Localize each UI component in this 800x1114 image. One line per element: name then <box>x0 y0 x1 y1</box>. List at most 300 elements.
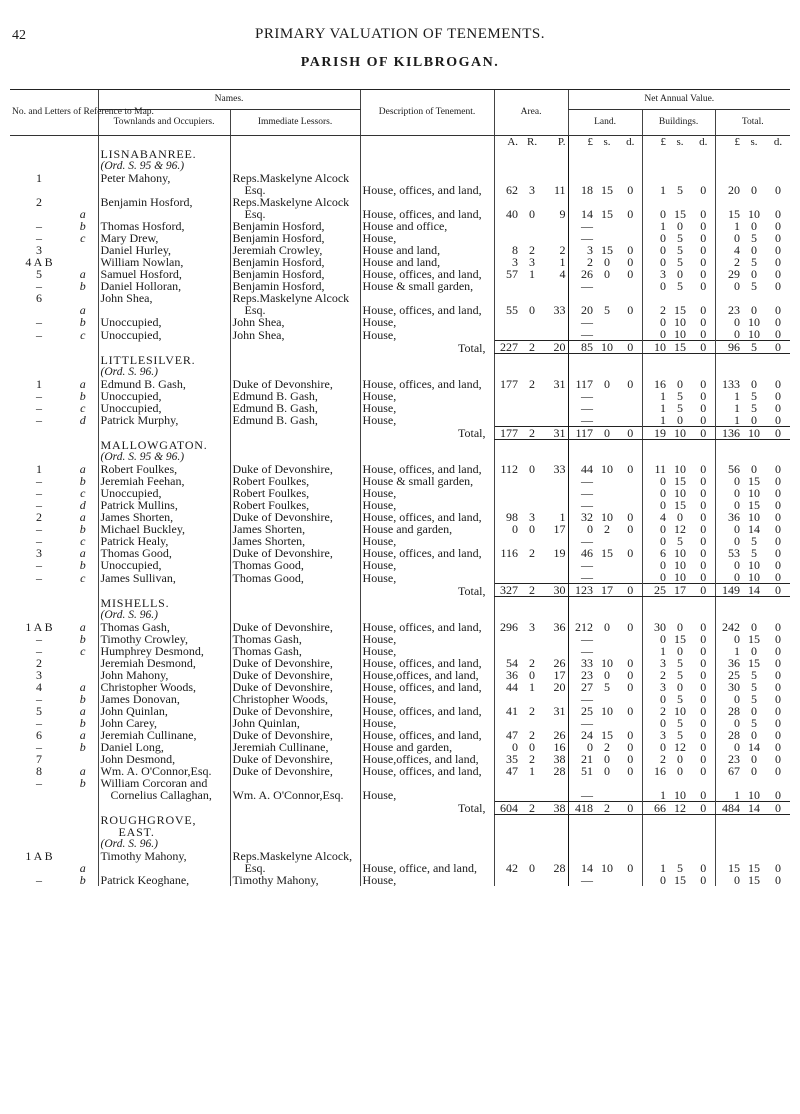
cell-r: 2 <box>529 546 536 560</box>
cell-ls: 10 <box>601 861 614 875</box>
cell-td: 0 <box>775 486 782 500</box>
cell-desc: House,offices, and land, <box>360 753 494 765</box>
table-row <box>10 402 790 414</box>
cell-desc: House & small garden, <box>360 280 494 292</box>
cell-p <box>544 414 568 427</box>
cell-bl: 0 <box>642 571 668 584</box>
cell-bs <box>668 609 692 621</box>
cell-ref: – <box>36 327 42 342</box>
cell-bs: 17 <box>668 584 692 597</box>
cell-td: 0 <box>775 655 782 670</box>
cell-bs: s. <box>676 136 684 148</box>
cell-tl: 1 <box>715 414 742 427</box>
cell-ts <box>742 439 766 451</box>
cell-bd <box>692 160 715 172</box>
cell-ll: — <box>568 402 595 414</box>
cell-ls <box>595 328 619 341</box>
cell-ref: – <box>36 631 42 646</box>
cell-desc: House and land, <box>360 256 494 268</box>
cell-bd: 0 <box>692 584 715 597</box>
cell-ls: 0 <box>604 751 611 766</box>
cell-bl: 3 <box>642 657 668 669</box>
cell-desc: House, offices, and land, <box>360 268 494 280</box>
cell-tl <box>715 160 742 172</box>
table-row <box>10 571 790 584</box>
cell-ref <box>10 341 68 354</box>
cell-ld <box>619 280 642 292</box>
cell-occ: John Mahony, <box>98 669 230 681</box>
cell-tl <box>715 814 742 826</box>
cell-ts: 5 <box>751 715 758 730</box>
cell-p: 17 <box>553 522 566 536</box>
cell-bs <box>668 160 692 172</box>
cell-bl: 0 <box>642 559 668 571</box>
cell-desc: House, offices, and land, <box>360 184 494 196</box>
cell-bd: 0 <box>700 861 707 875</box>
cell-les: Esq. <box>230 208 360 220</box>
cell-ls <box>595 814 619 826</box>
cell-tl: 36 <box>715 511 742 523</box>
cell-a: 41 <box>494 705 520 717</box>
cell-r <box>520 220 544 232</box>
cell-les: Benjamin Hosford, <box>230 268 360 280</box>
cell-letter: a <box>79 727 86 742</box>
cell-bs: 12 <box>674 522 687 536</box>
cell-td: 0 <box>775 727 782 742</box>
cell-p <box>544 609 568 621</box>
cell-ll <box>568 439 595 451</box>
cell-bs: 15 <box>674 474 687 488</box>
cell-a <box>494 366 520 378</box>
cell-bs: 5 <box>677 715 684 730</box>
cell-occ: Jeremiah Feehan, <box>98 475 230 487</box>
cell-letter: b <box>79 558 86 572</box>
cell-p <box>544 571 568 584</box>
cell-les <box>230 584 360 597</box>
cell-letter: b <box>79 739 86 754</box>
cell-letter <box>68 801 98 814</box>
table-row <box>10 669 790 681</box>
cell-ref: – <box>36 873 42 887</box>
cell-les: Edmund B. Gash, <box>230 390 360 402</box>
cell-desc: House & small garden, <box>360 475 494 487</box>
cell-ref <box>10 148 68 160</box>
cell-ll: 25 <box>568 705 595 717</box>
cell-a <box>494 148 520 160</box>
cell-bl: 11 <box>642 463 668 475</box>
cell-tl: 0 <box>715 717 742 729</box>
cell-les: Reps.Maskelyne Alcock, <box>230 850 360 862</box>
cell-ld: 0 <box>627 243 634 257</box>
cell-occ: MALLOWGATON. <box>98 439 230 451</box>
cell-ld <box>619 220 642 232</box>
cell-letter <box>68 354 98 366</box>
cell-tl: 133 <box>715 378 742 390</box>
parish-title: PARISH OF KILBROGAN. <box>300 55 500 70</box>
cell-ref: 1 <box>36 376 42 391</box>
cell-les: Duke of Devonshire, <box>230 621 360 633</box>
cell-ls: 15 <box>601 546 614 560</box>
table-row <box>10 681 790 693</box>
cell-a: 62 <box>494 184 520 196</box>
cell-ld: 0 <box>627 727 634 742</box>
cell-letter: b <box>79 775 86 790</box>
cell-p <box>544 633 568 645</box>
cell-ts: 5 <box>751 691 758 706</box>
cell-bl: 2 <box>642 753 668 765</box>
cell-td: 0 <box>775 376 782 391</box>
cell-p: 1 <box>559 510 566 524</box>
cell-p: 1 <box>559 255 566 269</box>
cell-tl: 56 <box>715 463 742 475</box>
cell-ls <box>595 693 619 705</box>
cell-ll: 20 <box>568 304 595 316</box>
cell-tl: 96 <box>715 341 742 354</box>
cell-ls: 2 <box>604 739 611 754</box>
cell-bs <box>668 354 692 366</box>
cell-occ: John Quinlan, <box>98 705 230 717</box>
cell-a <box>494 402 520 414</box>
cell-bs: 10 <box>674 546 687 560</box>
cell-ts: 0 <box>751 462 758 476</box>
cell-ref: – <box>36 486 42 500</box>
cell-ls <box>595 390 619 402</box>
cell-ll: 26 <box>568 268 595 280</box>
cell-occ: Daniel Holloran, <box>98 280 230 292</box>
cell-ref: 2 <box>36 510 42 524</box>
cell-bl: 0 <box>642 633 668 645</box>
cell-letter <box>68 609 98 621</box>
cell-les: Duke of Devonshire, <box>230 765 360 777</box>
cell-p: 33 <box>553 462 566 476</box>
cell-letter <box>68 160 98 172</box>
cell-desc <box>360 609 494 621</box>
cell-r: 0 <box>529 522 536 536</box>
cell-ts: 5 <box>751 546 758 560</box>
cell-letter <box>68 826 98 838</box>
cell-ll: — <box>568 874 595 886</box>
cell-ref <box>10 597 68 609</box>
cell-td <box>766 160 790 172</box>
cell-tl <box>715 597 742 609</box>
cell-ld <box>619 414 642 427</box>
cell-tl: 0 <box>715 874 742 886</box>
cell-ts: 0 <box>751 643 758 658</box>
cell-bd: 0 <box>700 679 707 694</box>
cell-a: 8 <box>494 244 520 256</box>
townlands-column-header: Townlands and Occupiers. <box>98 110 230 136</box>
cell-r: 1 <box>529 763 536 778</box>
ordnance-sheet <box>10 366 790 378</box>
cell-desc: House and office, <box>360 220 494 232</box>
cell-p <box>544 814 568 826</box>
cell-a <box>494 390 520 402</box>
cell-td: 0 <box>775 703 782 718</box>
cell-occ: Unoccupied, <box>98 487 230 499</box>
cell-p <box>544 390 568 402</box>
cell-td: 0 <box>775 787 782 802</box>
cell-desc: House, <box>360 402 494 414</box>
cell-td <box>766 366 790 378</box>
cell-ll: 117 <box>568 378 595 390</box>
cell-bd: 0 <box>700 462 707 476</box>
cell-occ <box>98 584 230 597</box>
cell-les: Duke of Devonshire, <box>230 657 360 669</box>
table-row <box>10 390 790 402</box>
cell-occ: Timothy Mahony, <box>98 850 230 862</box>
cell-bd: 0 <box>700 691 707 706</box>
cell-tl <box>715 148 742 160</box>
cell-a <box>494 160 520 172</box>
table-row <box>10 645 790 657</box>
cell-r <box>520 354 544 366</box>
cell-bd <box>692 148 715 160</box>
cell-ll: — <box>568 499 595 511</box>
cell-bs: 10 <box>674 327 687 341</box>
cell-ts: 5 <box>751 679 758 694</box>
cell-ld <box>619 838 642 850</box>
cell-r <box>520 609 544 621</box>
cell-td: d. <box>773 136 783 148</box>
cell-a: 47 <box>494 729 520 741</box>
table-row-line1 <box>10 777 790 789</box>
cell-bl: 0 <box>642 232 668 244</box>
cell-ts: 5 <box>751 667 758 682</box>
cell-bd: 0 <box>700 486 707 500</box>
cell-r <box>520 148 544 160</box>
cell-occ: (Ord. S. 96.) <box>98 838 230 850</box>
cell-desc: Total, <box>360 801 494 814</box>
cell-bs: 5 <box>677 534 684 548</box>
cell-occ: James Donovan, <box>98 693 230 705</box>
cell-p: 16 <box>553 739 566 754</box>
cell-ts: 10 <box>748 315 761 329</box>
cell-ll: 51 <box>568 765 595 777</box>
cell-r <box>520 874 544 886</box>
cell-letter <box>68 426 98 439</box>
cell-ls <box>595 609 619 621</box>
cell-ts: 0 <box>751 219 758 233</box>
cell-ld <box>619 328 642 341</box>
cell-td: 0 <box>775 510 782 524</box>
cell-desc: House,offices, and land, <box>360 669 494 681</box>
cell-occ: LITTLESILVER. <box>98 354 230 366</box>
cell-ll <box>568 597 595 609</box>
cell-ls <box>595 366 619 378</box>
cell-ll: 24 <box>568 729 595 741</box>
cell-bs: 10 <box>674 703 687 718</box>
cell-letter <box>68 669 98 681</box>
cell-letter: a <box>79 376 86 391</box>
cell-bd <box>692 439 715 451</box>
cell-bd: d. <box>699 136 708 148</box>
cell-letter <box>68 366 98 378</box>
cell-ll: 27 <box>568 681 595 693</box>
cell-ld: 0 <box>627 510 634 524</box>
cell-desc <box>360 366 494 378</box>
cell-ld: d. <box>626 136 635 148</box>
cell-bd: 0 <box>692 341 715 354</box>
cell-r <box>520 280 544 292</box>
cell-les: Duke of Devonshire, <box>230 729 360 741</box>
cell-occ: Jeremiah Cullinane, <box>98 729 230 741</box>
cell-ld <box>619 645 642 657</box>
cell-ls <box>595 874 619 886</box>
cell-bl <box>642 826 668 838</box>
cell-ls: 0 <box>604 267 611 281</box>
cell-tl <box>715 826 742 838</box>
cell-ll: 117 <box>568 426 595 439</box>
cell-ref: 1 A B <box>25 849 53 863</box>
cell-r: 0 <box>529 739 536 754</box>
cell-occ: Unoccupied, <box>98 316 230 328</box>
cell-bs: 5 <box>677 691 684 706</box>
cell-ld <box>619 826 642 838</box>
cell-p: 26 <box>553 727 566 742</box>
cell-bl: 0 <box>642 475 668 487</box>
cell-ls: 15 <box>601 183 614 197</box>
cell-letter <box>68 597 98 609</box>
cell-desc: House, <box>360 559 494 571</box>
cell-ref: 4 A B <box>25 255 53 269</box>
cell-bl: £ <box>642 136 668 149</box>
cell-occ: James Sullivan, <box>98 571 230 584</box>
cell-ll: — <box>568 232 595 244</box>
cell-bs: 15 <box>674 207 687 221</box>
cell-letter: c <box>80 486 86 500</box>
cell-a <box>494 220 520 232</box>
cell-desc: Total, <box>360 426 494 439</box>
cell-desc: House, <box>360 645 494 657</box>
cell-tl: 30 <box>715 681 742 693</box>
cell-ts: 0 <box>751 727 758 742</box>
cell-bl: 0 <box>642 874 668 886</box>
cell-ls: 15 <box>601 727 614 742</box>
cell-ls <box>595 571 619 584</box>
cell-occ: Unoccupied, <box>98 559 230 571</box>
cell-bs: 12 <box>674 739 687 754</box>
cell-les <box>230 341 360 354</box>
cell-bs: 0 <box>677 219 684 233</box>
cell-bd: 0 <box>692 801 715 814</box>
cell-bd: 0 <box>700 474 707 488</box>
total-row <box>10 584 790 597</box>
cell-a: 54 <box>494 657 520 669</box>
cell-bl: 1 <box>642 184 668 196</box>
cell-ls: 10 <box>601 703 614 718</box>
cell-bd: 0 <box>700 570 707 584</box>
cell-ll <box>568 838 595 850</box>
table-row <box>10 874 790 886</box>
cell-a <box>494 633 520 645</box>
cell-les: John Shea, <box>230 328 360 341</box>
cell-p: 4 <box>559 267 566 281</box>
cell-p <box>544 693 568 705</box>
cell-occ: (Ord. S. 96.) <box>98 609 230 621</box>
cell-ld: 0 <box>627 667 634 682</box>
cell-letter: a <box>79 462 86 476</box>
cell-bd <box>692 814 715 826</box>
cell-ll: — <box>568 414 595 427</box>
cell-bd <box>692 777 715 789</box>
cell-p <box>544 475 568 487</box>
cell-les: Duke of Devonshire, <box>230 705 360 717</box>
cell-desc: House, offices, and land, <box>360 705 494 717</box>
cell-ts: 10 <box>748 207 761 221</box>
cell-bs: 0 <box>677 751 684 766</box>
cell-desc <box>360 597 494 609</box>
cell-a: 42 <box>494 862 520 874</box>
cell-bd: 0 <box>700 643 707 658</box>
cell-bs: 5 <box>677 231 684 245</box>
cell-ref <box>10 354 68 366</box>
cell-ld: 0 <box>619 584 642 597</box>
cell-bl: 0 <box>642 244 668 256</box>
cell-bl: 1 <box>642 390 668 402</box>
cell-a: 40 <box>494 208 520 220</box>
cell-letter: b <box>79 474 86 488</box>
cell-ld <box>619 487 642 499</box>
cell-bd: 0 <box>700 279 707 293</box>
cell-p <box>544 402 568 414</box>
cell-tl: 23 <box>715 753 742 765</box>
cell-ls: 2 <box>595 801 619 814</box>
cell-ref: – <box>36 315 42 329</box>
cell-ts: 10 <box>748 787 761 802</box>
cell-desc <box>360 148 494 160</box>
cell-a <box>494 609 520 621</box>
cell-occ: Humphrey Desmond, <box>98 645 230 657</box>
cell-occ: LISNABANREE. <box>98 148 230 160</box>
table-row <box>10 753 790 765</box>
cell-td: 0 <box>775 231 782 245</box>
cell-ref <box>10 426 68 439</box>
page-number: 42 <box>12 28 26 43</box>
cell-ref: 1 <box>36 462 42 476</box>
cell-a <box>494 316 520 328</box>
cell-ld: 0 <box>627 183 634 197</box>
cell-td <box>766 597 790 609</box>
cell-ls <box>595 777 619 789</box>
cell-ld: 0 <box>627 763 634 778</box>
cell-ld <box>619 160 642 172</box>
cell-td: 0 <box>766 341 790 354</box>
cell-les: Edmund B. Gash, <box>230 414 360 427</box>
cell-tl <box>715 439 742 451</box>
cell-occ: Wm. A. O'Connor,Esq. <box>98 765 230 777</box>
cell-ts <box>742 814 766 826</box>
cell-r: 0 <box>529 207 536 221</box>
cell-bs: 5 <box>677 255 684 269</box>
cell-occ: Daniel Hurley, <box>98 244 230 256</box>
cell-ld <box>619 354 642 366</box>
cell-bd: 0 <box>700 255 707 269</box>
cell-r: 2 <box>520 341 544 354</box>
table-row <box>10 559 790 571</box>
cell-a: 177 <box>494 426 520 439</box>
cell-occ: Patrick Mullins, <box>98 499 230 511</box>
cell-a <box>494 597 520 609</box>
cell-letter <box>68 439 98 451</box>
cell-r <box>520 826 544 838</box>
cell-ll: — <box>568 390 595 402</box>
cell-ls: 2 <box>604 522 611 536</box>
cell-bd: 0 <box>700 873 707 887</box>
cell-letter: a <box>79 546 86 560</box>
cell-ls: 5 <box>604 679 611 694</box>
cell-bl: 0 <box>642 499 668 511</box>
cell-ll: — <box>568 717 595 729</box>
